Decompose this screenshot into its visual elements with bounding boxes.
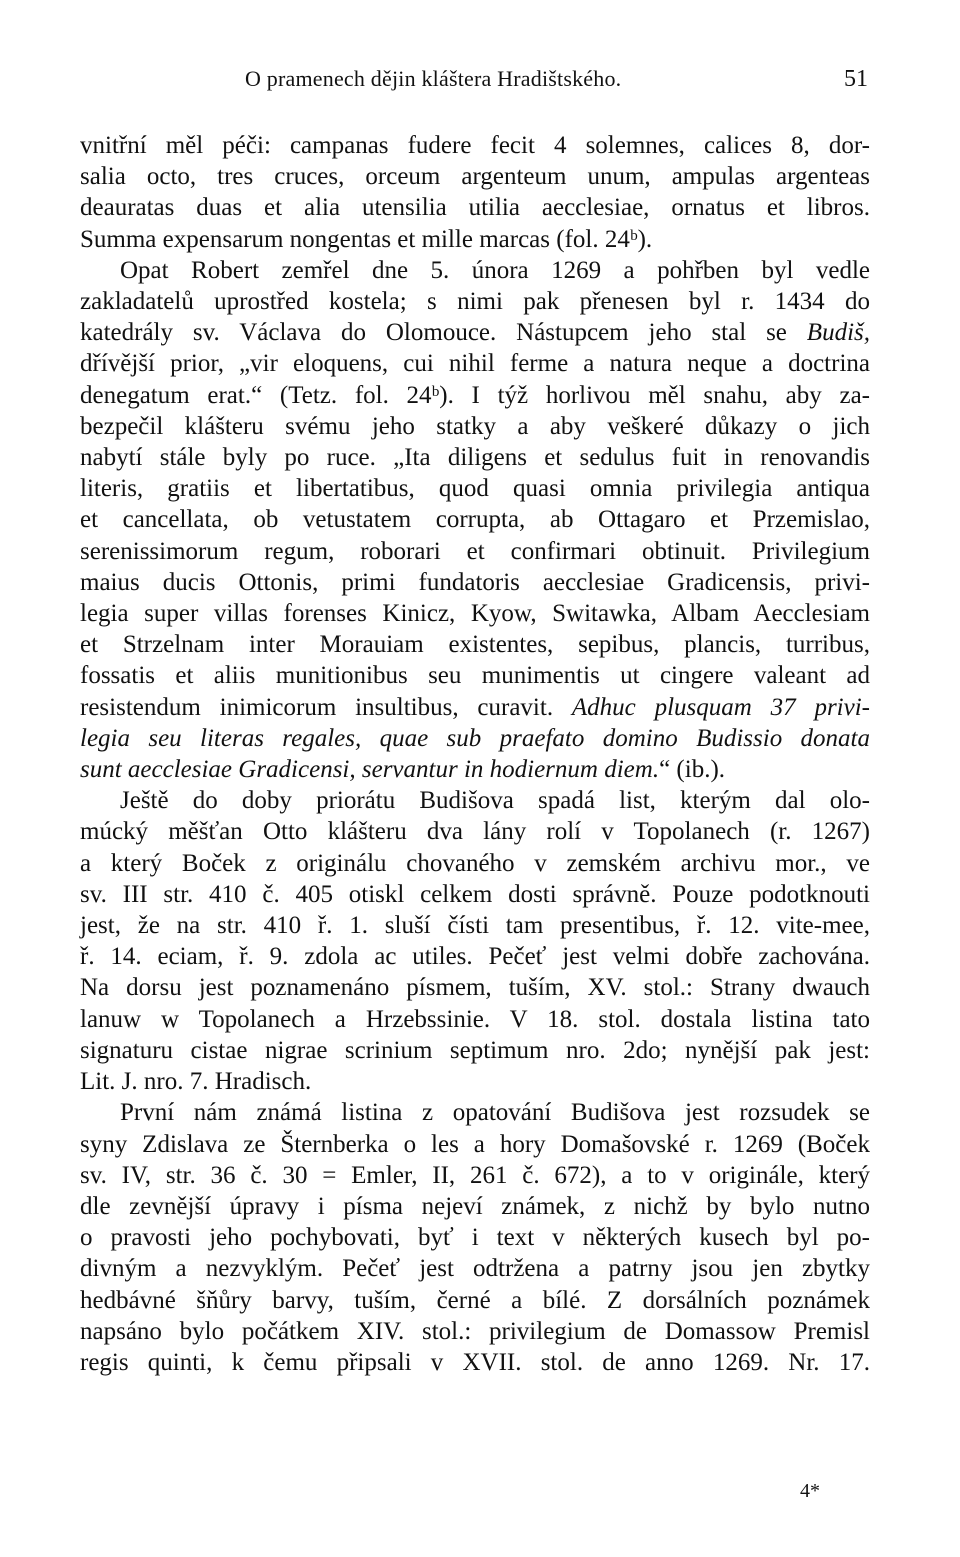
italic-quote: sunt aecclesiae Gradicensi, servantur in hodiernum diem. xyxy=(80,756,660,784)
text-line: ř. 14. eciam, ř. 9. zdola ac utiles. Pečeť jest velmi dobře zachována. xyxy=(80,943,870,971)
text-fragment: resistendum inimicorum insultibus, curavit. xyxy=(80,693,572,721)
text-line: regis quinti, k čemu připsali v XVII. stol. de anno 1269. Nr. 17. xyxy=(80,1348,870,1376)
text-line: fossatis et aliis munitionibus seu munimentis ut cingere valeant ad xyxy=(80,662,870,690)
text-line: múcký měšťan Otto klášteru dva lány rolí v Topolanech (r. 1267) xyxy=(80,818,870,846)
text-line: napsáno bylo počátkem XIV. stol.: privilegium de Domassow Premisl xyxy=(80,1317,870,1345)
text-line: syny Zdislava ze Šternberka o les a hory Domašovské r. 1269 (Boček xyxy=(80,1130,870,1158)
text-line: maius ducis Ottonis, primi fundatoris aecclesiae Gradicensis, privi- xyxy=(80,568,870,596)
text-line-composite xyxy=(80,754,870,785)
text-line: První nám známá listina z opatování Budišova jest rozsudek se xyxy=(120,1099,870,1127)
body-text xyxy=(80,130,870,1378)
text-line: Ještě do doby priorátu Budišova spadá list, kterým dal olo- xyxy=(120,787,870,815)
italic-quote: legia seu literas regales, quae sub praefato domino Budissio donata xyxy=(80,724,870,752)
text-line: a který Boček z originálu chovaného v zemském archivu mor., ve xyxy=(80,849,870,877)
text-line: serenissimorum regum, roborari et confirmari obtinuit. Privilegium xyxy=(80,537,870,565)
text-line-italic xyxy=(80,723,870,754)
text-line: o pravosti jeho pochybovati, byť i text v některých kusech byl po- xyxy=(80,1224,870,1252)
text-line: jest, že na str. 410 ř. 1. sluší čísti tam presentibus, ř. 12. vite-mee, xyxy=(80,912,870,940)
text-line: sv. IV, str. 36 č. 30 = Emler, II, 261 č. 672), a to v originále, který xyxy=(80,1161,870,1189)
text-line: zakladatelů uprostřed kostela; s nimi pak přenesen byl r. 1434 do xyxy=(80,288,870,316)
text-line: signaturu cistae nigrae scrinium septimum nro. 2do; nynější pak jest: xyxy=(80,1036,870,1064)
running-title: O pramenech dějin kláštera Hradištského. xyxy=(245,66,622,91)
text-line: deauratas duas et alia utensilia utilia aecclesiae, ornatus et libros. xyxy=(80,194,870,222)
text-line: Opat Robert zemřel dne 5. února 1269 a pohřben byl vedle xyxy=(120,256,870,284)
italic-quote: Adhuc plusquam 37 privi- xyxy=(571,693,870,721)
text-line: sv. III str. 410 č. 405 otiskl celkem dosti správně. Pouze podotknouti xyxy=(80,880,870,908)
text-line: divným a nezvyklým. Pečeť jest odtržena a patrny jsou jen zbytky xyxy=(80,1255,870,1283)
text-line: vnitřní měl péči: campanas fudere fecit 4 solemnes, calices 8, dor- xyxy=(80,132,870,159)
text-line: dle zevnější úpravy i písma nejeví známek, z nichž by bylo nutno xyxy=(80,1192,870,1220)
text-line: lanuw w Topolanech a Hrzebssinie. V 18. stol. dostala listina tato xyxy=(80,1005,870,1033)
text-line: denegatum erat.“ (Tetz. fol. 24ᵇ). I týž horlivou měl snahu, aby za- xyxy=(80,381,870,409)
text-line: dřívější prior, „vir eloquens, cui nihil ferme a natura neque a doctrina xyxy=(80,350,870,378)
italic-name: Budiš, xyxy=(806,319,870,347)
text-line: et Strzelnam inter Morauiam existentes, sepibus, plancis, turribus, xyxy=(80,631,870,659)
text-line: et cancellata, ob vetustatem corrupta, ab Ottagaro et Przemislao, xyxy=(80,506,870,534)
text-line: salia octo, tres cruces, orceum argenteum unum, ampulas argenteas xyxy=(80,163,870,191)
text-line: legia super villas forenses Kinicz, Kyow, Switawka, Albam Aecclesiam xyxy=(80,600,870,628)
text-fragment: “ (ib.). xyxy=(659,756,726,784)
text-line: Lit. J. nro. 7. Hradisch. xyxy=(80,1068,312,1096)
text-line-composite xyxy=(80,692,870,723)
text-fragment: katedrály sv. Václava do Olomouce. Nástupcem jeho stal se xyxy=(80,319,807,347)
text-line: hedbávné šňůry barvy, tuším, černé a bílé. Z dorsálních poznámek xyxy=(80,1286,870,1314)
text-line: literis, gratiis et libertatibus, quod quasi omnia privilegia antiqua xyxy=(80,475,870,503)
signature-mark: 4* xyxy=(800,1480,820,1502)
text-line: bezpečil klášteru svému jeho statky a aby veškeré důkazy o jich xyxy=(80,412,870,440)
text-line-composite xyxy=(80,317,870,348)
text-line: Summa expensarum nongentas et mille marcas (fol. 24ᵇ). xyxy=(80,225,653,253)
text-line: nabytí stále byly po ruce. „Ita diligens et sedulus fuit in renovandis xyxy=(80,444,870,472)
text-line: Na dorsu jest poznamenáno písmem, tuším, XV. stol.: Strany dwauch xyxy=(80,974,870,1002)
page-number: 51 xyxy=(844,66,868,92)
